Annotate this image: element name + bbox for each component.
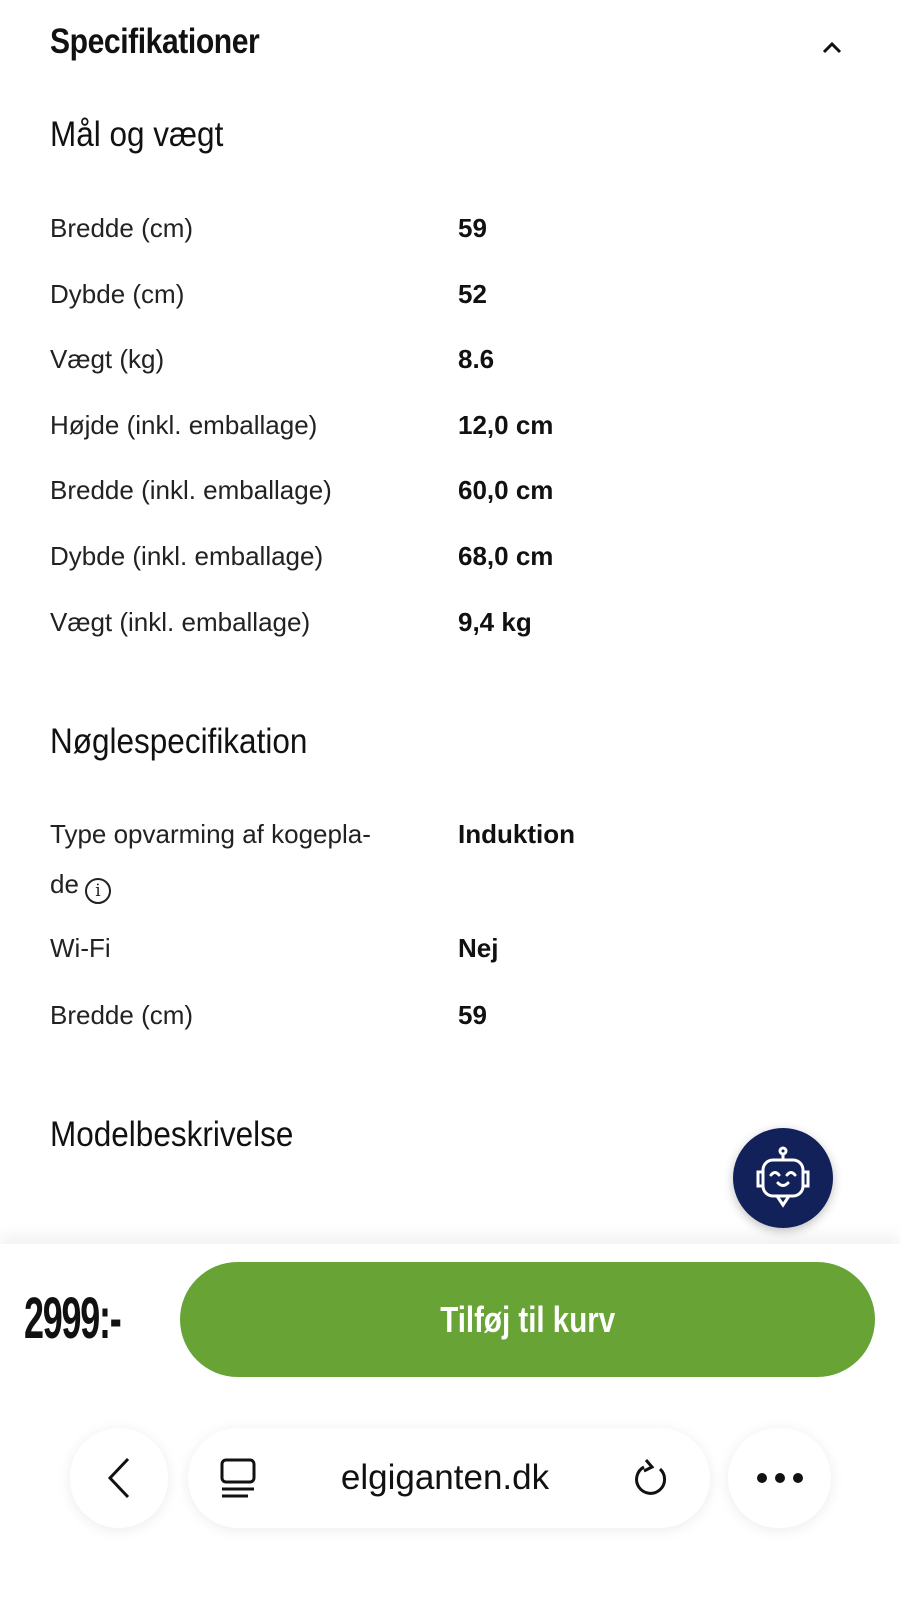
spec-value: 60,0 cm: [458, 475, 554, 505]
spec-label: Bredde (cm): [50, 213, 194, 243]
chevron-left-icon: [104, 1456, 134, 1500]
add-to-cart-button[interactable]: [180, 1262, 875, 1377]
info-icon[interactable]: i: [85, 878, 111, 904]
section-title: Nøglespecifikation: [50, 722, 308, 761]
spec-label: Wi-Fi: [50, 933, 111, 963]
section-title: Modelbeskrivelse: [50, 1115, 294, 1154]
tabs-icon: [218, 1457, 258, 1499]
specifications-header[interactable]: Specifikationer: [50, 22, 260, 61]
spec-label: Vægt (inkl. emballage): [50, 607, 311, 637]
spec-value: 59: [458, 1000, 487, 1030]
chatbot-button[interactable]: [733, 1128, 833, 1228]
spec-value: 59: [458, 213, 487, 243]
address-bar[interactable]: [188, 1428, 710, 1528]
spec-label: Vægt (kg): [50, 344, 165, 374]
spec-value: 68,0 cm: [458, 541, 554, 571]
chevron-up-icon[interactable]: [822, 38, 842, 58]
add-to-cart-label: Tilføj til kurv: [440, 1298, 615, 1340]
spec-value: Induktion: [458, 819, 575, 849]
more-button[interactable]: [728, 1428, 831, 1528]
more-icon: [755, 1472, 805, 1484]
spec-label-line2: de: [50, 869, 79, 899]
spec-value: 9,4 kg: [458, 607, 532, 637]
spec-value: 52: [458, 279, 487, 309]
url-text[interactable]: elgiganten.dk: [340, 1458, 550, 1497]
spec-label: Højde (inkl. emballage): [50, 410, 318, 440]
price: 2999:-: [24, 1286, 121, 1351]
spec-value: Nej: [458, 933, 499, 963]
robot-icon: [752, 1145, 814, 1211]
spec-value: 12,0 cm: [458, 410, 554, 440]
back-button[interactable]: [70, 1428, 168, 1528]
spec-label-line1: Type opvarming af kogepla-: [50, 819, 371, 849]
spec-label: Bredde (cm): [50, 1000, 194, 1030]
reload-icon[interactable]: [632, 1457, 670, 1499]
spec-value: 8.6: [458, 344, 495, 374]
spec-label: Bredde (inkl. emballage): [50, 475, 332, 505]
spec-label: Dybde (inkl. emballage): [50, 541, 324, 571]
spec-label: [50, 809, 430, 909]
section-title: Mål og vægt: [50, 115, 224, 154]
spec-label: Dybde (cm): [50, 279, 185, 309]
